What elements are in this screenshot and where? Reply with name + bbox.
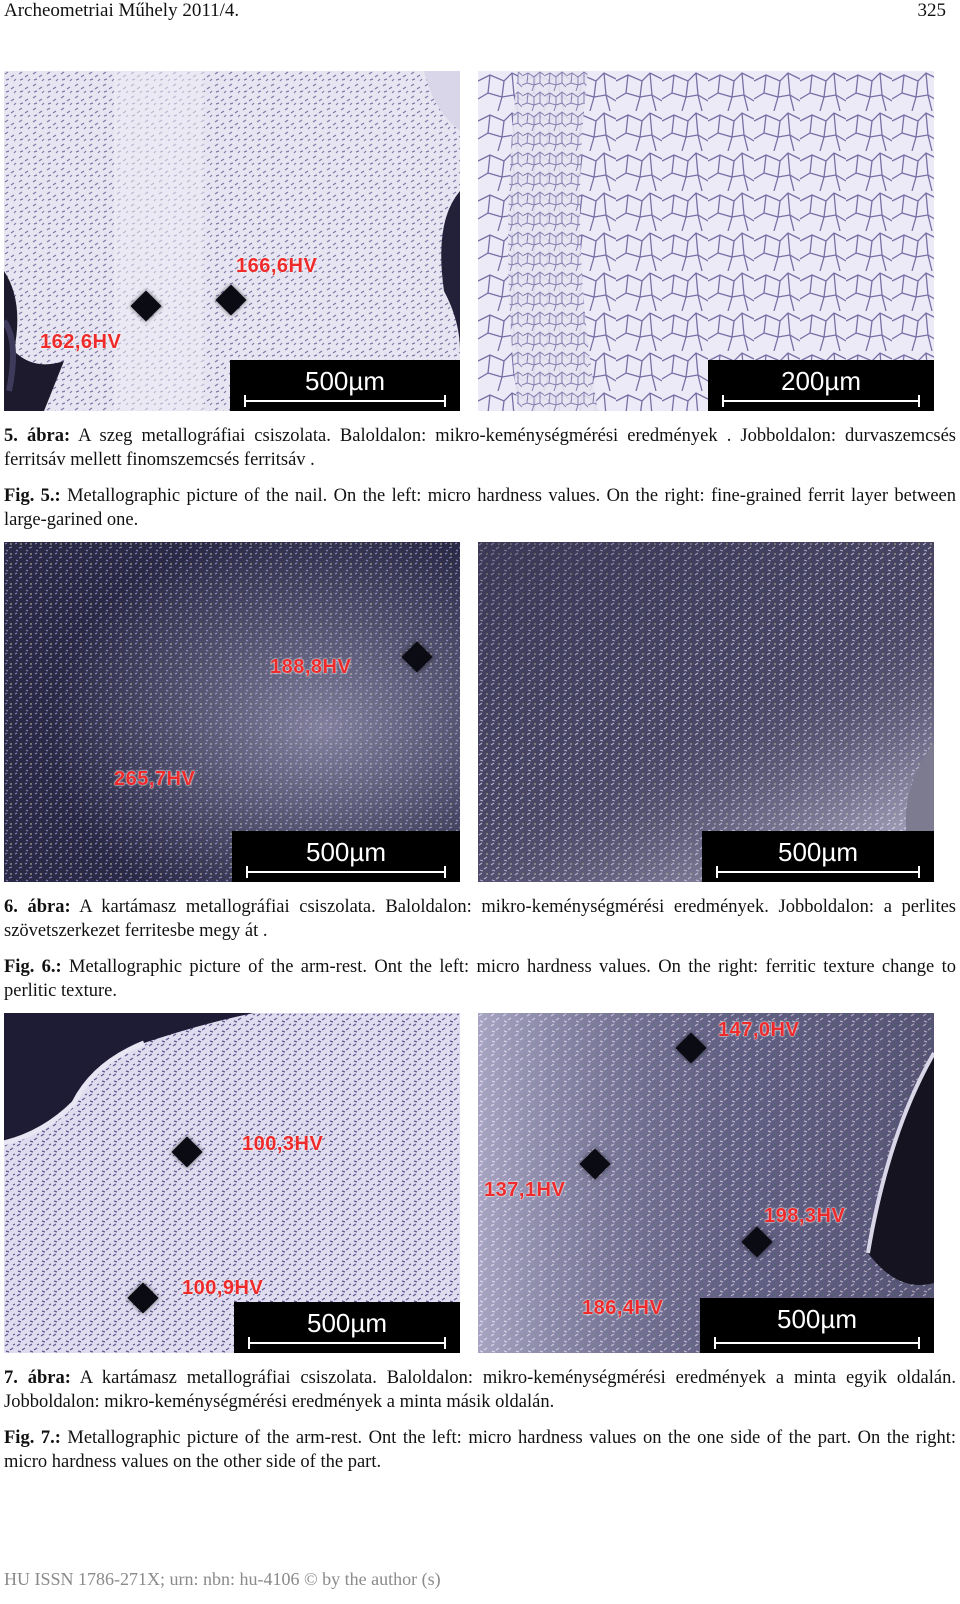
caption-hu-fig6 [4,895,956,943]
scale-bar: 200µm [708,360,934,411]
micrograph-fig5-right [478,71,934,411]
caption-number: Fig. 5.: [4,486,61,506]
micrograph-fig6-left [4,542,460,882]
micrograph-fig6-right [478,542,934,882]
caption-number: 5. ábra: [4,426,71,446]
scale-bar: 500µm [700,1298,934,1353]
hardness-label: 198,3HV [764,1205,846,1227]
hardness-label: 162,6HV [40,331,122,353]
micrograph-fig7-left [4,1013,460,1353]
caption-number: 6. ábra: [4,897,71,917]
caption-text: Metallographic picture of the arm-rest. Ont the left: micro hardness values. On the right: ferritic texture change to perlitic texture. [4,957,956,1001]
caption-number: 7. ábra: [4,1368,71,1388]
caption-text: Metallographic picture of the nail. On the left: micro hardness values. On the right: fine-grained ferrit layer between large-garined one. [4,486,956,530]
caption-number: Fig. 7.: [4,1428,61,1448]
caption-text: A szeg metallográfiai csiszolata. Baloldalon: mikro-keménységmérési eredmények . Jobboldalon: durvaszemcsés ferritsáv mellett finomszemcsés ferritsáv . [4,426,956,470]
caption-hu-fig5 [4,424,956,472]
hardness-label: 166,6HV [236,255,318,277]
hardness-label: 147,0HV [718,1019,800,1041]
caption-hu-fig7 [4,1366,956,1414]
caption-text: Metallographic picture of the arm-rest. Ont the left: micro hardness values on the one side of the part. On the right: micro hardness values on the other side of the part. [4,1428,956,1472]
caption-en-fig7 [4,1426,956,1474]
scale-bar: 500µm [234,1302,460,1353]
caption-number: Fig. 6.: [4,957,62,977]
hardness-label: 265,7HV [114,768,196,790]
hardness-label: 186,4HV [582,1297,664,1319]
caption-text: A kartámasz metallográfiai csiszolata. Baloldalon: mikro-keménységmérési eredmények a minta egyik oldalán. Jobboldalon: mikro-keménységmérési eredmények a minta másik oldalán. [4,1368,956,1412]
scale-bar: 500µm [232,831,460,882]
page-number: 325 [917,0,946,21]
hardness-label: 100,9HV [182,1277,264,1299]
footer-issn: HU ISSN 1786-271X; urn: nbn: hu-4106 © by the author (s) [4,1569,441,1589]
scale-bar: 500µm [702,831,934,882]
hardness-label: 100,3HV [242,1133,324,1155]
journal-title: Archeometriai Műhely 2011/4. [4,0,240,21]
caption-en-fig5 [4,484,956,532]
caption-en-fig6 [4,955,956,1003]
caption-text: A kartámasz metallográfiai csiszolata. Baloldalon: mikro-keménységmérési eredmények. Jobboldalon: a perlites szövetszerkezet ferritesbe megy át . [4,897,956,941]
micrograph-fig5-left [4,71,460,411]
micrograph-fig7-right [478,1013,934,1353]
scale-bar: 500µm [230,360,460,411]
hardness-label: 188,8HV [270,656,352,678]
hardness-label: 137,1HV [484,1179,566,1201]
